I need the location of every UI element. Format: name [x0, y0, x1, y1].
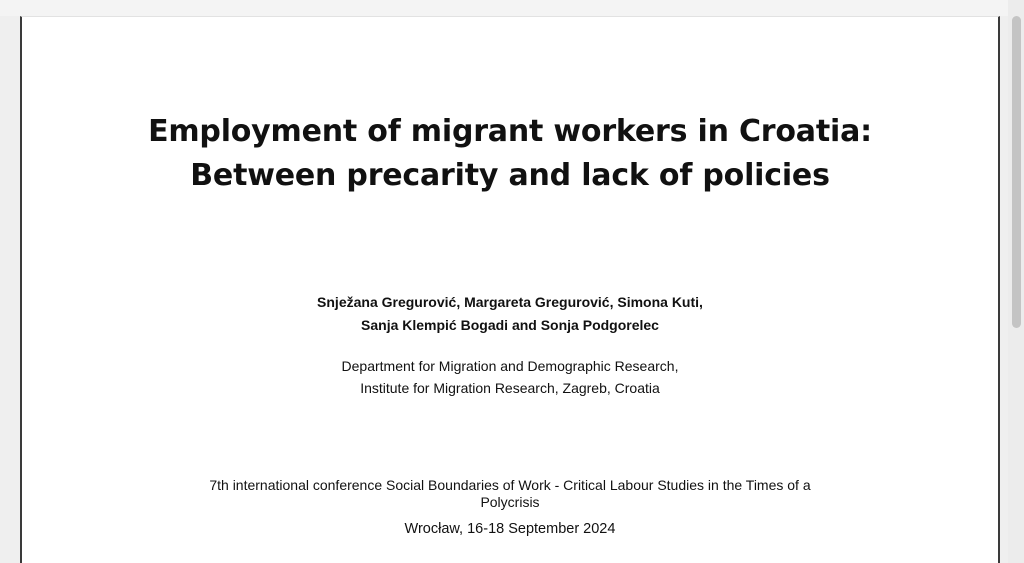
conference-info — [22, 477, 998, 538]
authors — [22, 291, 998, 337]
vertical-scrollbar[interactable] — [1008, 0, 1024, 563]
title-line-1: Employment of migrant workers in Croatia: — [148, 114, 872, 149]
scrollbar-thumb[interactable] — [1012, 16, 1021, 328]
authors-line-1: Snježana Gregurović, Margareta Gregurović, Simona Kuti, — [317, 294, 703, 310]
viewer-top-strip — [0, 0, 1024, 16]
authors-line-2: Sanja Klempić Bogadi and Sonja Podgorelec — [361, 317, 659, 333]
conference-date: Wrocław, 16-18 September 2024 — [404, 521, 616, 537]
affiliation-line-1: Department for Migration and Demographic Research, — [341, 358, 679, 374]
affiliation-line-2: Institute for Migration Research, Zagreb, Croatia — [360, 380, 660, 396]
document-page — [20, 16, 1000, 563]
document-title — [22, 110, 998, 198]
affiliation — [22, 355, 998, 399]
title-line-2: Between precarity and lack of policies — [190, 158, 830, 193]
conference-line-2: Polycrisis — [480, 494, 540, 510]
conference-line-1: 7th international conference Social Boundaries of Work - Critical Labour Studies in the Times of a — [209, 477, 811, 493]
